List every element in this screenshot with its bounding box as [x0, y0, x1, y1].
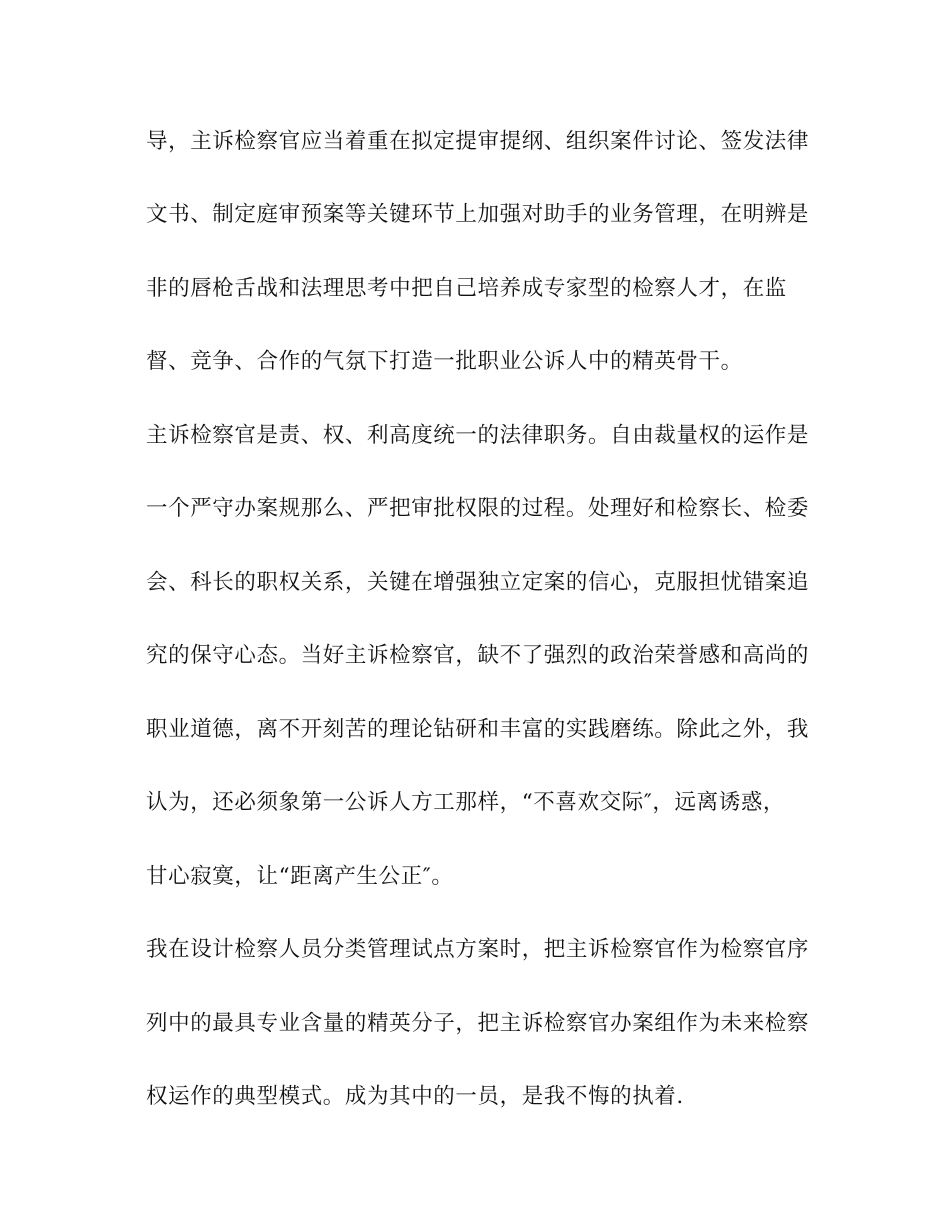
text-line: 主诉检察官是责、权、利高度统一的法律职务。自由裁量权的运作是 — [146, 423, 810, 448]
text-line: 非的唇枪舌战和法理思考中把自己培养成专家型的检察人才，在监 — [146, 276, 787, 301]
text-line: 究的保守心态。当好主诉检察官，缺不了强烈的政治荣誉感和高尚的 — [146, 643, 810, 668]
text-line: 导，主诉检察官应当着重在拟定提审提纲、组织案件讨论、签发法律 — [146, 129, 810, 154]
text-line: 一个严守办案规那么、严把审批权限的过程。处理好和检察长、检委 — [146, 496, 810, 521]
text-line: 我在设计检察人员分类管理试点方案时，把主诉检察官作为检察官序 — [146, 937, 810, 962]
text-line: 列中的最具专业含量的精英分子，把主诉检察官办案组作为未来检察 — [146, 1011, 810, 1036]
text-line: 督、竞争、合作的气氛下打造一批职业公诉人中的精英骨干。 — [146, 349, 743, 374]
text-line: 甘心寂寞，让“距离产生公正″。 — [146, 864, 454, 889]
text-line: 会、科长的职权关系，关键在增强独立定案的信心，克服担忧错案追 — [146, 570, 810, 595]
text-line: 文书、制定庭审预案等关键环节上加强对助手的业务管理，在明辨是 — [146, 202, 810, 227]
text-line: 权运作的典型模式。成为其中的一员，是我不悔的执着. — [146, 1084, 684, 1109]
text-line: 职业道德，离不开刻苦的理论钻研和丰富的实践磨练。除此之外，我 — [146, 717, 810, 742]
text-line: 认为，还必须象第一公诉人方工那样，“不喜欢交际″，远离诱惑， — [146, 790, 786, 815]
